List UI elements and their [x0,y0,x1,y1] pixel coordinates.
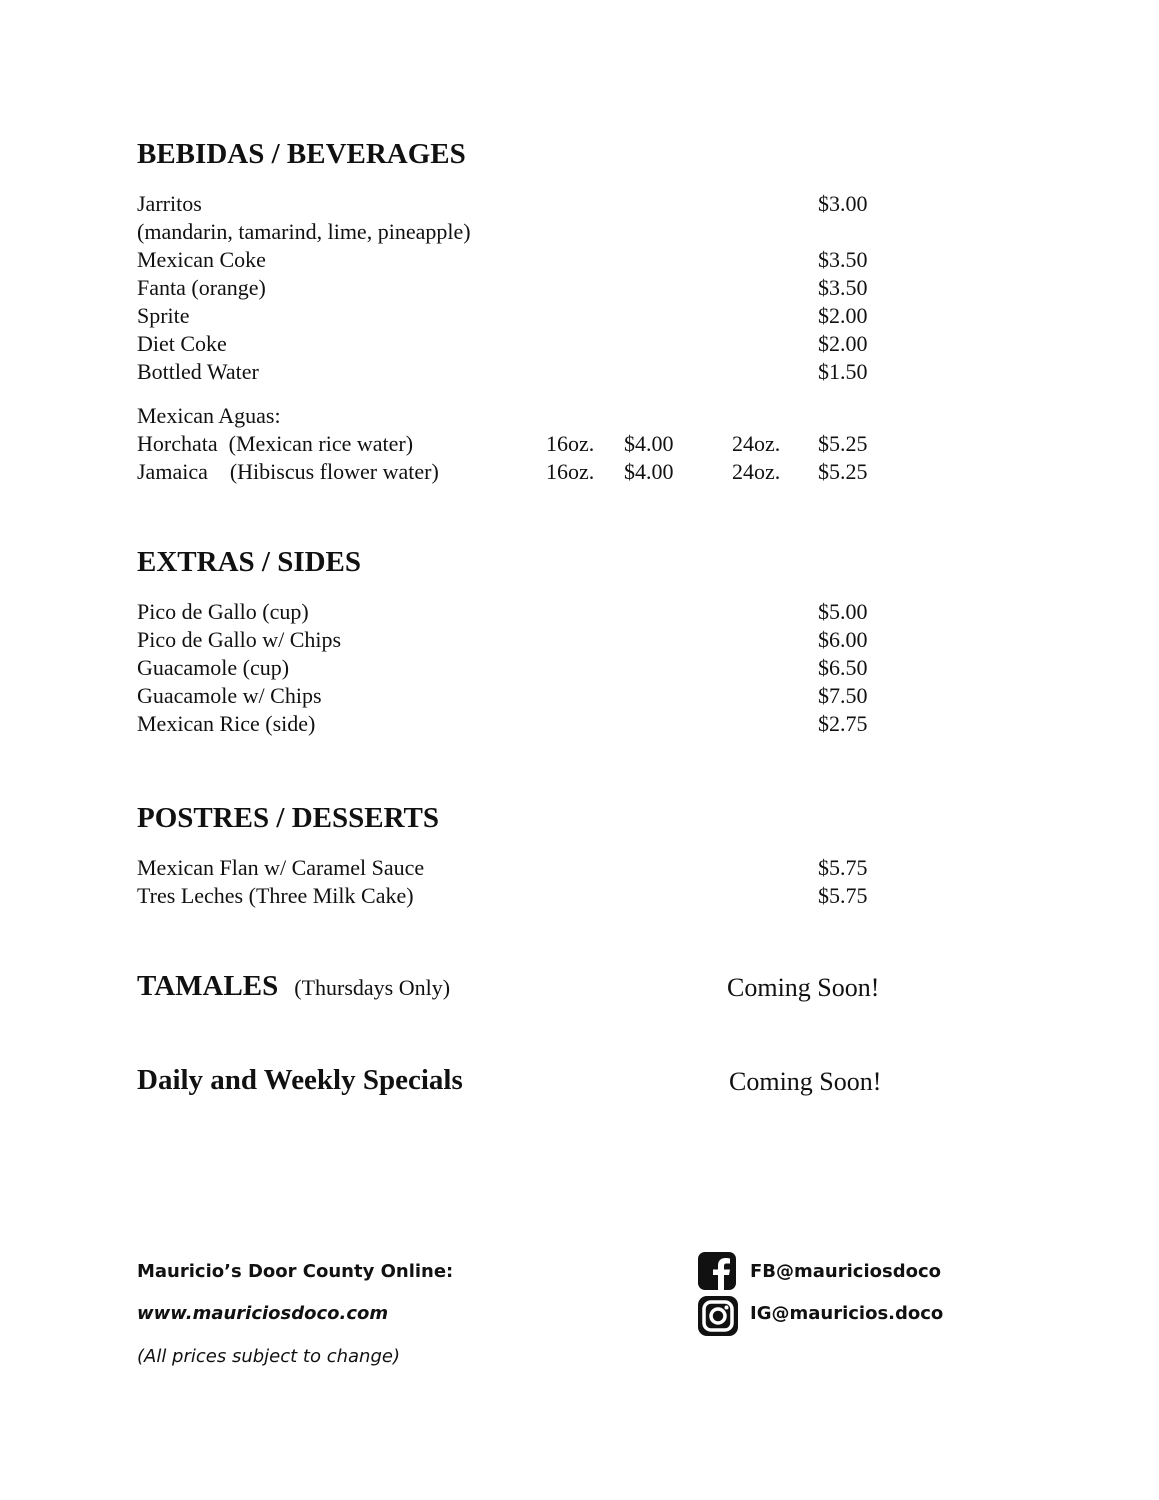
menu-item-flan: Mexican Flan w/ Caramel Sauce [137,855,425,880]
horchata-price-large: $5.25 [818,431,868,456]
online-label: Mauricio’s Door County Online: [137,1261,454,1282]
horchata-price-small: $4.00 [624,431,674,456]
price-guac-cup: $6.50 [818,655,868,680]
price-flan: $5.75 [818,855,868,880]
horchata-size-small: 16oz. [546,431,595,456]
jamaica-size-small: 16oz. [546,459,595,484]
price-guac-chips: $7.50 [818,683,868,708]
price-jarritos: $3.00 [818,191,868,216]
menu-item-fanta: Fanta (orange) [137,275,266,300]
menu-item-jarritos-flavors: (mandarin, tamarind, lime, pineapple) [137,219,471,244]
menu-item-rice: Mexican Rice (side) [137,711,316,736]
aguas-label: Mexican Aguas: [137,403,281,428]
price-tres-leches: $5.75 [818,883,868,908]
specials-heading: Daily and Weekly Specials [137,1064,463,1096]
menu-item-guac-chips: Guacamole w/ Chips [137,683,322,708]
menu-item-tres-leches: Tres Leches (Three Milk Cake) [137,883,414,908]
jamaica-size-large: 24oz. [732,459,781,484]
specials-status: Coming Soon! [729,1067,882,1096]
menu-item-sprite: Sprite [137,303,190,328]
menu-item-pico-chips: Pico de Gallo w/ Chips [137,627,342,652]
instagram-handle[interactable]: IG@mauricios.doco [750,1303,944,1324]
jamaica-price-large: $5.25 [818,459,868,484]
price-fanta: $3.50 [818,275,868,300]
price-bottled-water: $1.50 [818,359,868,384]
menu-item-horchata: Horchata (Mexican rice water) [137,431,414,456]
desserts-heading: POSTRES / DESSERTS [137,802,439,834]
price-pico-chips: $6.00 [818,627,868,652]
tamales-status: Coming Soon! [727,973,880,1002]
price-sprite: $2.00 [818,303,868,328]
jamaica-price-small: $4.00 [624,459,674,484]
sides-heading: EXTRAS / SIDES [137,546,362,578]
facebook-handle[interactable]: FB@mauriciosdoco [750,1261,941,1282]
price-pico-cup: $5.00 [818,599,868,624]
tamales-note: (Thursdays Only) [294,975,451,1000]
price-mexican-coke: $3.50 [818,247,868,272]
website-link[interactable]: www.mauriciosdoco.com [137,1303,389,1324]
tamales-title: TAMALES [137,970,279,1002]
menu-item-guac-cup: Guacamole (cup) [137,655,290,680]
menu-item-diet-coke: Diet Coke [137,331,227,356]
instagram-icon[interactable] [698,1296,738,1336]
price-disclaimer: (All prices subject to change) [137,1346,400,1367]
price-diet-coke: $2.00 [818,331,868,356]
menu-item-bottled-water: Bottled Water [137,359,259,384]
horchata-size-large: 24oz. [732,431,781,456]
facebook-icon[interactable] [698,1252,736,1290]
menu-item-jamaica: Jamaica (Hibiscus flower water) [137,459,439,484]
menu-item-mexican-coke: Mexican Coke [137,247,266,272]
menu-item-jarritos: Jarritos [137,191,202,216]
tamales-heading [137,970,450,1003]
price-rice: $2.75 [818,711,868,736]
beverages-heading: BEBIDAS / BEVERAGES [137,138,466,170]
menu-item-pico-cup: Pico de Gallo (cup) [137,599,309,624]
